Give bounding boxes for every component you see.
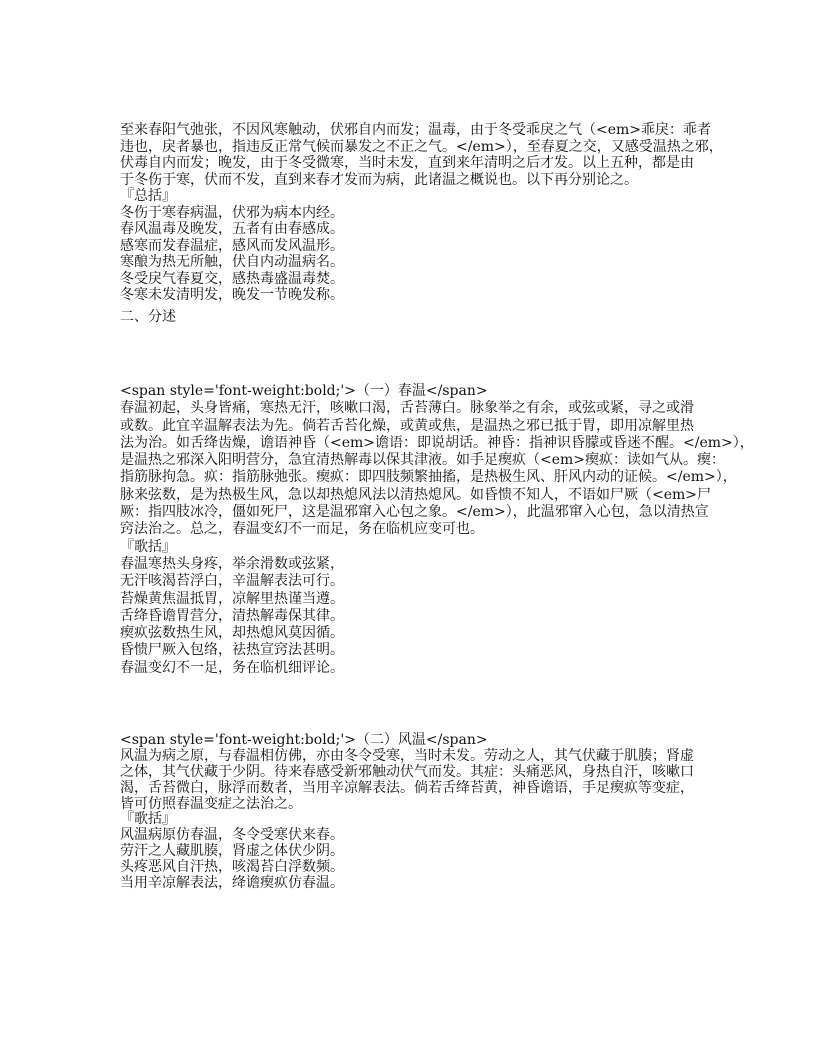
verse-label: 『歌括』: [120, 811, 176, 828]
paragraph-line: 至来春阳气弛张，不因风寒触动，伏邪自内而发；温毒，由于冬受乖戾之气（<em>乖戾：乖者: [120, 122, 712, 138]
verse-line: 寒酿为热无所触，伏自内动温病名。: [120, 254, 344, 270]
paragraph-line: 是温热之邪深入阳明营分，急宜清热解毒以保其津液。如手足瘈疭（<em>瘈疭：读如气从。瘈：: [120, 452, 726, 469]
section-title: <span style='font-weight:bold;'>（二）风温</span>: [120, 732, 488, 748]
paragraph-line: 风温为病之原，与春温相仿佛，亦由冬令受寒，当时未发。劳动之人，其气伏藏于肌腠；肾虚: [120, 747, 694, 764]
section-spring-warmth: [120, 383, 754, 677]
verse-line: 劳汗之人藏肌腠，肾虚之体伏少阴。: [120, 843, 344, 860]
paragraph-line: 伏毒自内而发；晚发，由于冬受微寒，当时未发，直到来年清明之后才发。以上五种，都是由: [120, 155, 694, 171]
summary-label: 『总括』: [120, 188, 176, 204]
verse-line: 春温变幻不一足，务在临机细评论。: [120, 659, 344, 676]
paragraph-line: 于冬伤于寒，伏而不发，直到来春才发而为病，此诸温之概说也。以下再分别论之。: [120, 171, 638, 188]
paragraph-line: 厥：指四肢冰冷，僵如死尸，这是温邪窜入心包之象。</em>），此温邪窜入心包，急以清热宣: [120, 504, 709, 521]
verse-label: 『歌括』: [120, 538, 176, 555]
verse-line: 春风温毒及晚发，五者有由春感成。: [120, 221, 344, 237]
paragraph-line: 或数。此宜辛温解表法为先。倘若舌苔化燥，或黄或焦，是温热之邪已抵于胃，即用凉解里热: [120, 417, 694, 434]
verse-line: 舌绛昏谵胃营分，清热解毒保其律。: [120, 607, 344, 624]
paragraph-line: 渴，舌苔微白，脉浮而数者，当用辛凉解表法。倘若舌绛苔黄，神昏谵语，手足瘈疭等变症，: [120, 779, 694, 796]
paragraph-line: 窍法治之。总之，春温变幻不一而足，务在临机应变可也。: [120, 521, 484, 538]
paragraph-line: 皆可仿照春温变症之法治之。: [120, 795, 302, 812]
verse-line: 昏愦尸厥入包络，祛热宣窍法甚明。: [120, 642, 344, 659]
paragraph-line: 春温初起，头身皆痛，寒热无汗，咳嗽口渴，舌苔薄白。脉象举之有余，或弦或紧，寻之或滑: [120, 400, 694, 417]
paragraph-line: 指筋脉拘急。疭：指筋脉弛张。瘈疭：即四肢频繁抽搐，是热极生风、肝风内动的证候。</em>），: [120, 469, 737, 486]
intro-block: [120, 122, 723, 304]
verse-line: 感寒而发春温症，感风而发风温形。: [120, 237, 344, 254]
verse-line: 瘈疭弦数热生风，却热熄风莫因循。: [120, 625, 344, 642]
verse-line: 当用辛凉解表法，绛谵瘈疭仿春温。: [120, 875, 344, 892]
verse-line: 冬受戾气春夏交，感热毒盛温毒焚。: [120, 270, 344, 287]
paragraph-line: 之体，其气伏藏于少阴。待来春感受新邪触动伏气而发。其症：头痛恶风，身热自汗，咳嗽口: [120, 763, 694, 780]
verse-line: 头疼恶风自汗热，咳渴苔白浮数频。: [120, 859, 344, 876]
part-heading-block: [120, 309, 720, 326]
paragraph-line: 法为治。如舌绛齿燥，谵语神昏（<em>谵语：即说胡话。神昏：指神识昏朦或昏迷不醒。</em>），: [120, 434, 754, 451]
verse-line: 冬伤于寒春病温，伏邪为病本内经。: [120, 204, 344, 221]
section-title: <span style='font-weight:bold;'>（一）春温</span>: [120, 383, 488, 399]
verse-line: 春温寒热头身疼，举余滑数或弦紧，: [120, 555, 344, 572]
paragraph-line: 违也，戾者暴也，指违反正常气候而暴发之不正之气。</em>），至春夏之交，又感受温热之邪，: [120, 138, 723, 155]
verse-line: 无汗咳渴苔浮白，辛温解表法可行。: [120, 573, 344, 590]
verse-line: 风温病原仿春温，冬令受寒伏来春。: [120, 827, 344, 844]
verse-line: 苔燥黄焦温抵胃，凉解里热谨当遵。: [120, 590, 344, 607]
paragraph-line: 脉来弦数，是为热极生风，急以却热熄风法以清热熄风。如昏愦不知人，不语如尸厥（<em>尸: [120, 486, 712, 503]
part-heading: 二、分述: [120, 309, 176, 325]
section-wind-warmth: [120, 733, 720, 892]
verse-line: 冬寒未发清明发，晚发一节晚发称。: [120, 287, 344, 303]
